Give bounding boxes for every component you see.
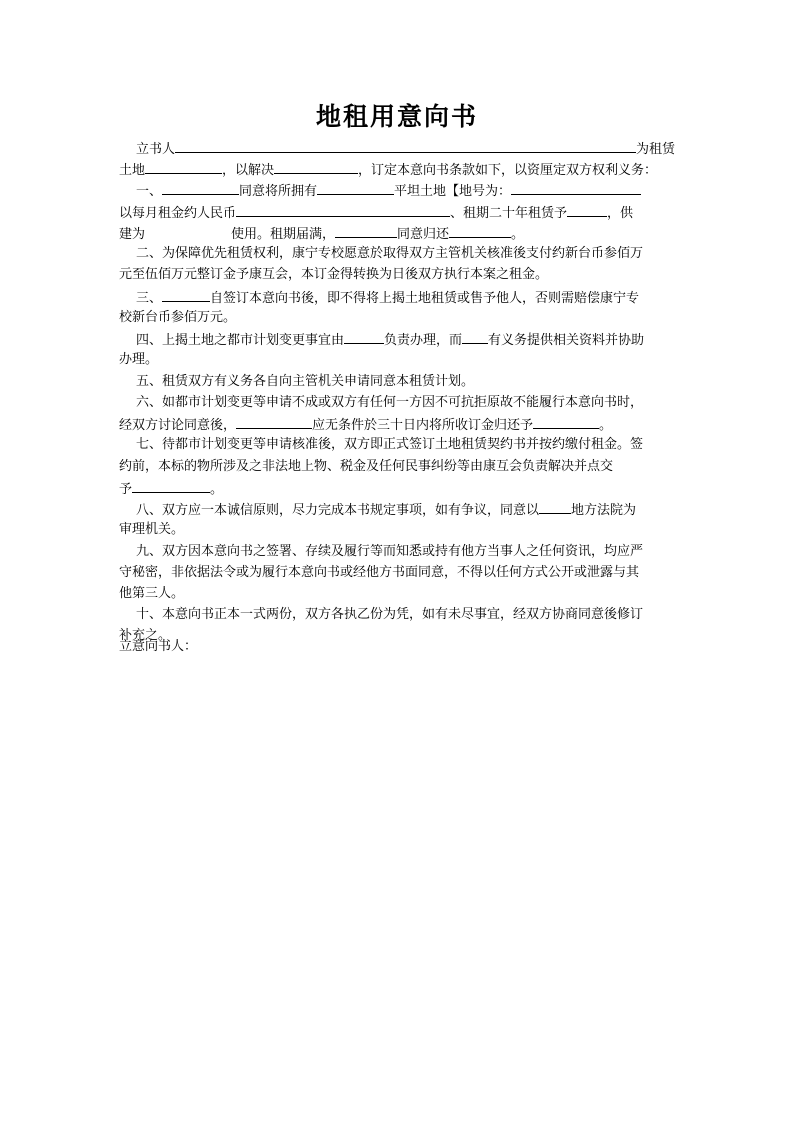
text-segment: 八、双方应一本诚信原则，尽力完成本书规定事项，如有争议，同意以 bbox=[136, 503, 540, 518]
text-line bbox=[119, 458, 613, 476]
text-line bbox=[119, 585, 184, 603]
text-segment: 七、待都市计划变更等申请核准後，双方即正式签订土地租赁契约书并按约缴付租金。签 bbox=[136, 437, 644, 452]
text-line bbox=[119, 638, 197, 656]
text-line bbox=[136, 436, 643, 454]
text-line bbox=[136, 181, 641, 199]
blank-field[interactable] bbox=[449, 224, 511, 238]
text-segment: 自签订本意向书後，即不得将上揭土地租赁或售予他人，否则需赔偿康宁专 bbox=[210, 291, 640, 306]
text-segment: 同意归还 bbox=[397, 227, 450, 242]
text-line bbox=[119, 351, 158, 369]
text-segment: 平坦土地【地号为： bbox=[394, 184, 512, 199]
text-segment: 九、双方因本意向书之签署、存续及履行等而知悉或持有他方当事人之任何资讯，均应严 bbox=[136, 544, 644, 559]
text-segment: 地方法院为 bbox=[571, 503, 637, 518]
text-line bbox=[119, 479, 223, 497]
text-segment: 为租赁 bbox=[636, 142, 676, 157]
text-segment: 审理机关。 bbox=[119, 522, 185, 537]
text-line bbox=[136, 394, 643, 412]
text-segment: 二、为保障优先租赁权利，康宁专校愿意於取得双方主管机关核准後支付约新台币参佰万 bbox=[136, 246, 644, 261]
blank-field[interactable] bbox=[175, 139, 636, 153]
blank-field[interactable] bbox=[132, 479, 210, 493]
text-segment: 立意向书人： bbox=[119, 639, 198, 654]
text-line bbox=[136, 139, 675, 157]
text-line bbox=[119, 266, 548, 284]
blank-field[interactable] bbox=[344, 330, 384, 344]
text-segment: 守秘密，非依据法令或为履行本意向书或经他方书面同意，不得以任何方式公开或泄露与其 bbox=[119, 565, 640, 580]
text-segment: 有义务提供相关资料并协助 bbox=[488, 333, 645, 348]
blank-field[interactable] bbox=[162, 288, 210, 302]
blank-field[interactable] bbox=[236, 203, 450, 217]
document-title: 地租用意向书 bbox=[315, 102, 478, 131]
text-segment: 十、本意向书正本一式两份，双方各执乙份为凭，如有未尽事宜，经双方协商同意後修订 bbox=[136, 607, 644, 622]
text-line bbox=[136, 543, 643, 561]
text-line bbox=[136, 330, 644, 348]
text-line bbox=[119, 160, 657, 178]
text-segment: 元至伍佰万元整订金予康互会，本订金得转换为日後双方执行本案之租金。 bbox=[119, 267, 549, 282]
blank-field[interactable] bbox=[567, 203, 607, 217]
text-segment: 三、 bbox=[136, 291, 163, 306]
blank-field[interactable] bbox=[236, 415, 312, 429]
blank-field[interactable] bbox=[162, 181, 239, 195]
text-segment: ，以解决 bbox=[222, 163, 275, 178]
text-segment: 一、 bbox=[136, 184, 163, 199]
text-segment: 六、如都市计划变更等申请不成或双方有任何一方因不可抗拒原故不能履行本意向书时， bbox=[136, 395, 644, 410]
text-segment: 同意将所拥有 bbox=[239, 184, 318, 199]
text-line bbox=[119, 224, 524, 242]
text-segment: 土地 bbox=[119, 163, 146, 178]
blank-field[interactable] bbox=[533, 415, 599, 429]
text-segment: 。 bbox=[511, 227, 525, 242]
text-segment: 应无条件於三十日内将所收订金归还予 bbox=[312, 418, 534, 433]
text-line bbox=[119, 521, 184, 539]
text-line bbox=[136, 373, 474, 391]
text-segment: 四、上揭土地之都市计划变更事宜由 bbox=[136, 333, 345, 348]
text-segment: 校新台币参佰万元。 bbox=[119, 310, 237, 325]
text-segment: 。 bbox=[210, 482, 224, 497]
text-line bbox=[136, 606, 643, 624]
text-line bbox=[119, 203, 633, 221]
text-segment: 补充之。 bbox=[119, 628, 172, 643]
blank-field[interactable] bbox=[539, 500, 571, 514]
blank-field[interactable] bbox=[274, 160, 358, 174]
text-segment: 经双方讨论同意後， bbox=[119, 418, 237, 433]
text-segment: 办理。 bbox=[119, 352, 159, 367]
text-segment: 五、租赁双方有义务各自向主管机关申请同意本租赁计划。 bbox=[136, 374, 475, 389]
blank-field[interactable] bbox=[462, 330, 488, 344]
text-segment: 。 bbox=[599, 418, 613, 433]
text-segment: 、租期二十年租赁予 bbox=[450, 206, 568, 221]
text-segment: 约前，本标的物所涉及之非法地上物、税金及任何民事纠纷等由康互会负责解决并点交 bbox=[119, 459, 614, 474]
text-line bbox=[119, 564, 639, 582]
text-line bbox=[136, 245, 643, 263]
text-segment: ，订定本意向书条款如下，以资厘定双方权利义务： bbox=[358, 163, 658, 178]
text-segment: 使用。租期届满， bbox=[231, 227, 336, 242]
text-segment: 建为 bbox=[119, 227, 146, 242]
blank-field[interactable] bbox=[317, 181, 394, 195]
text-segment: 立书人 bbox=[136, 142, 176, 157]
text-segment: 他第三人。 bbox=[119, 586, 185, 601]
text-segment: 以每月租金约人民币 bbox=[119, 206, 237, 221]
text-segment: 负责办理，而 bbox=[384, 333, 463, 348]
blank-field[interactable] bbox=[511, 181, 641, 195]
text-line bbox=[136, 500, 636, 518]
text-line bbox=[136, 288, 639, 306]
text-segment: ，供 bbox=[607, 206, 634, 221]
text-line bbox=[119, 309, 236, 327]
text-line bbox=[119, 415, 612, 433]
text-segment: 予 bbox=[119, 482, 133, 497]
blank-field[interactable] bbox=[335, 224, 397, 238]
blank-field[interactable] bbox=[145, 160, 222, 174]
